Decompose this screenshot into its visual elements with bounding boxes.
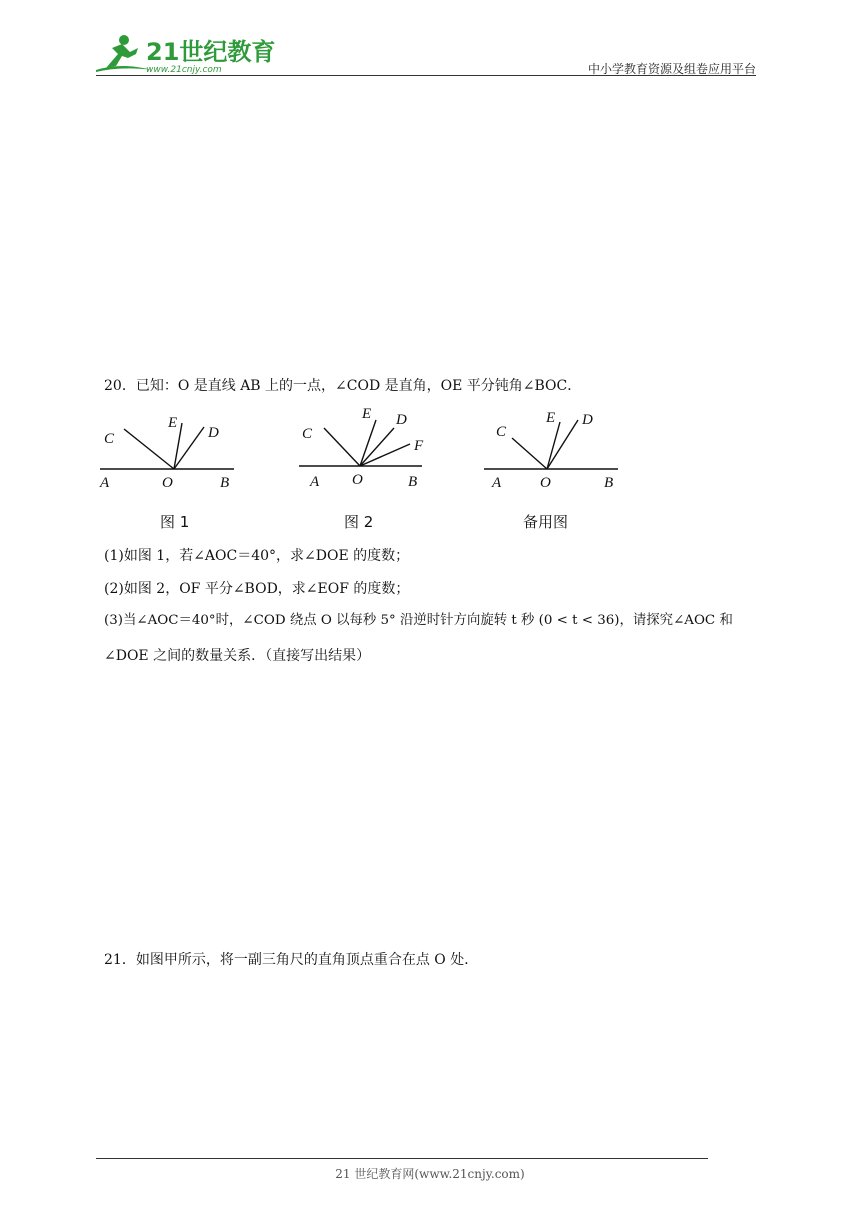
fig2-caption: 图 2 — [344, 513, 374, 531]
fig3-label-c: C — [496, 424, 507, 440]
figure-2 — [296, 400, 430, 499]
figure-1 — [96, 405, 240, 499]
fig3-label-a: A — [492, 475, 502, 491]
figure-backup — [480, 400, 624, 499]
fig3-label-e: E — [546, 410, 556, 426]
footer-link[interactable]: 21 世纪教育网(www.21cnjy.com) — [335, 1167, 525, 1181]
fig1-label-c: C — [104, 431, 115, 447]
fig2-label-c: C — [302, 426, 313, 442]
footer-divider — [96, 1158, 708, 1159]
fig2-label-e: E — [362, 406, 372, 422]
header-divider — [96, 75, 756, 76]
header-platform-text: 中小学教育资源及组卷应用平台 — [587, 62, 756, 76]
fig2-label-b: B — [408, 474, 418, 490]
fig1-caption: 图 1 — [160, 513, 190, 531]
q20-part1: (1)如图 1，若∠AOC＝40°，求∠DOE 的度数； — [104, 548, 410, 564]
logo-text: 21世纪教育 — [146, 38, 276, 66]
fig1-label-e: E — [168, 415, 178, 431]
fig1-label-d: D — [208, 425, 219, 441]
fig3-label-o: O — [540, 475, 551, 491]
fig2-label-d: D — [396, 412, 407, 428]
fig3-caption: 备用图 — [523, 513, 569, 531]
fig2-label-a: A — [310, 474, 320, 490]
logo-url: www.21cnjy.com — [146, 65, 222, 75]
fig1-label-b: B — [220, 475, 230, 491]
site-logo — [92, 28, 276, 78]
fig2-label-f: F — [414, 438, 424, 454]
q20-part3-line1: (3)当∠AOC＝40°时，∠COD 绕点 O 以每秒 5° 沿逆时针方向旋转 t 秒 (0 < t < 36)，请探究∠AOC 和 — [104, 613, 733, 628]
fig3-label-d: D — [582, 412, 593, 428]
q20-stem: 20．已知：O 是直线 AB 上的一点，∠COD 是直角，OE 平分钝角∠BOC． — [104, 378, 582, 394]
fig3-label-b: B — [604, 475, 614, 491]
fig1-label-a: A — [100, 475, 110, 491]
q20-part3-line2: ∠DOE 之间的数量关系．（直接写出结果） — [104, 648, 371, 664]
fig2-label-o: O — [352, 472, 363, 488]
q21-stem: 21．如图甲所示，将一副三角尺的直角顶点重合在点 O 处． — [104, 952, 479, 968]
q20-part2: (2)如图 2，OF 平分∠BOD，求∠EOF 的度数； — [104, 581, 410, 597]
fig1-label-o: O — [162, 475, 173, 491]
